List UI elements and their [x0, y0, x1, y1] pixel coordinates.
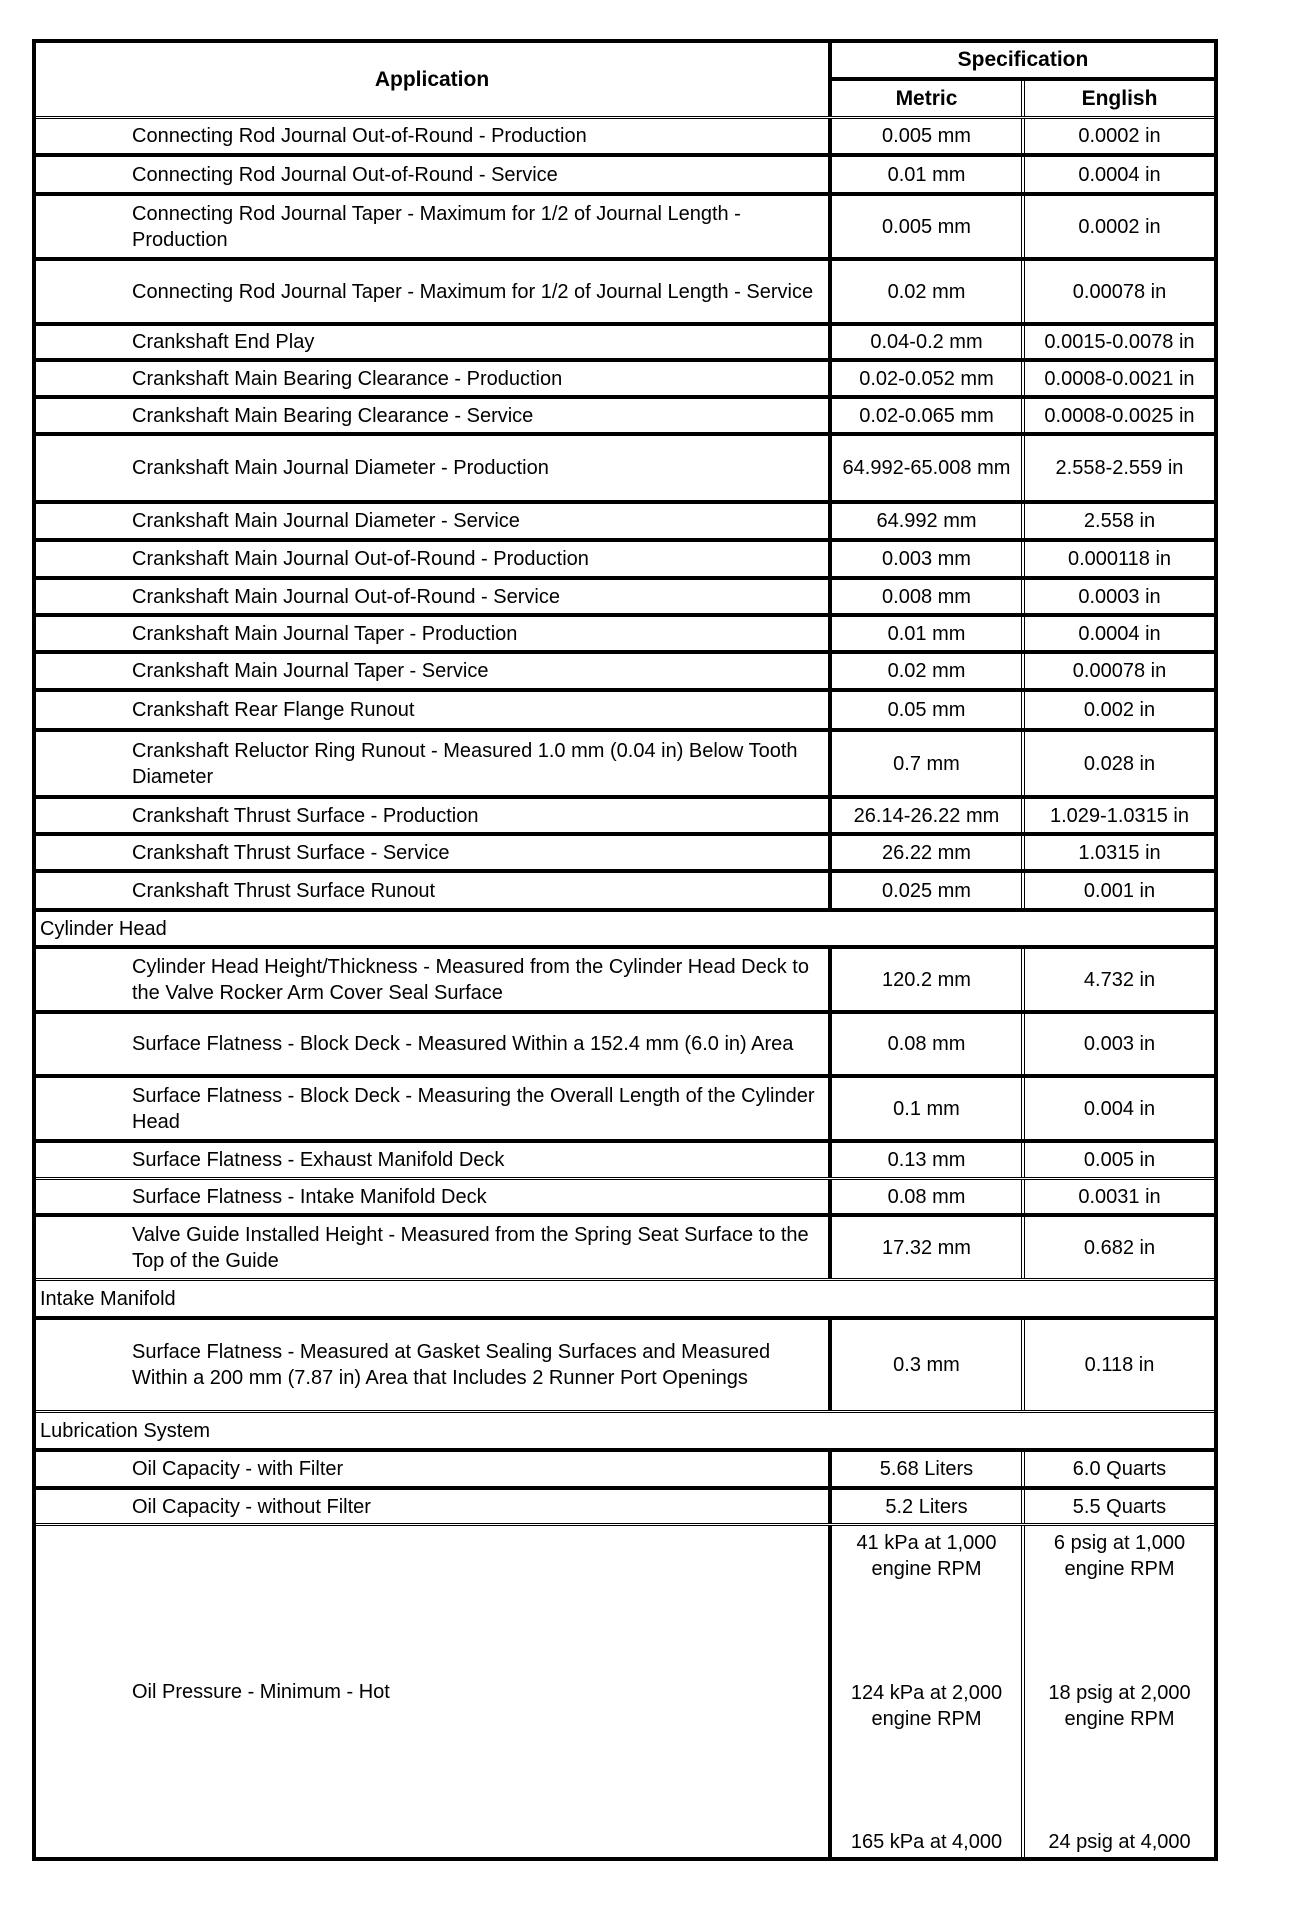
- metric-cell: 0.005 mm: [832, 196, 1025, 257]
- english-cell: 0.005 in: [1083, 1149, 1156, 1171]
- metric-cell: 0.7 mm: [832, 732, 1025, 795]
- english-cell: 4.732 in: [1083, 968, 1156, 991]
- table-row: [36, 688, 1214, 728]
- metric-cell: 0.02-0.052 mm: [832, 362, 1025, 395]
- metric-cell: 0.13 mm: [832, 1143, 1025, 1177]
- table-row: [36, 1316, 1214, 1410]
- english-cell: 0.682 in: [1083, 1236, 1156, 1259]
- section-title: Lubrication System: [40, 1419, 211, 1442]
- table-row: [36, 358, 1214, 395]
- metric-cell: 26.22 mm: [832, 836, 1025, 869]
- metric-cell: 64.992 mm: [832, 504, 1025, 538]
- application-cell: Surface Flatness - Measured at Gasket Sealing Surfaces and Measured Within a 200 mm (7.87 in) Area that Includes 2 Runner Port Openings: [36, 1320, 832, 1410]
- table-row: [36, 192, 1214, 257]
- application-cell: Crankshaft End Play: [36, 326, 832, 358]
- table-row: [36, 1139, 1214, 1177]
- english-cell: 0.003 in: [1083, 1033, 1156, 1055]
- table-row: [36, 500, 1214, 538]
- english-cell: 0.0003 in: [1078, 585, 1161, 608]
- application-cell: Crankshaft Main Bearing Clearance - Production: [36, 362, 832, 395]
- section-title: Cylinder Head: [40, 917, 167, 940]
- metric-cell: 0.02 mm: [832, 261, 1025, 322]
- application-cell: Crankshaft Main Bearing Clearance - Service: [36, 399, 832, 432]
- metric-value-1000rpm: 41 kPa at 1,000 engine RPM: [856, 1532, 997, 1580]
- metric-cell: 0.008 mm: [832, 580, 1025, 613]
- english-cell: 0.0004 in: [1078, 622, 1161, 645]
- table-row: [36, 1177, 1214, 1213]
- metric-cell: 120.2 mm: [832, 949, 1025, 1010]
- metric-cell: 0.01 mm: [832, 157, 1025, 192]
- metric-value-2000rpm: 124 kPa at 2,000 engine RPM: [850, 1681, 1003, 1730]
- application-cell: Crankshaft Main Journal Diameter - Service: [36, 504, 832, 538]
- application-cell: Crankshaft Main Journal Out-of-Round - Production: [36, 542, 832, 576]
- specification-table: [32, 39, 1218, 1861]
- metric-cell: 0.08 mm: [832, 1180, 1025, 1213]
- application-cell: Crankshaft Thrust Surface - Service: [36, 836, 832, 869]
- application-cell: Crankshaft Thrust Surface Runout: [36, 873, 832, 908]
- table-header: [36, 43, 1214, 116]
- application-cell: Crankshaft Main Journal Diameter - Production: [36, 436, 832, 500]
- english-cell: 0.0015-0.0078 in: [1044, 331, 1195, 353]
- table-row: [36, 395, 1214, 432]
- metric-cell: 0.05 mm: [832, 692, 1025, 728]
- application-cell: Crankshaft Rear Flange Runout: [36, 692, 832, 728]
- english-cell: 0.0004 in: [1078, 163, 1161, 186]
- metric-cell: 0.02 mm: [832, 654, 1025, 688]
- english-cell: 2.558 in: [1083, 510, 1156, 532]
- metric-cell: 5.68 Liters: [832, 1452, 1025, 1486]
- metric-cell: 64.992-65.008 mm: [832, 436, 1025, 500]
- table-row: [36, 650, 1214, 688]
- english-cell: 0.004 in: [1083, 1097, 1156, 1120]
- metric-cell: 0.04-0.2 mm: [832, 326, 1025, 358]
- table-row: [36, 576, 1214, 613]
- english-cell: 6.0 Quarts: [1072, 1458, 1167, 1480]
- application-cell: Cylinder Head Height/Thickness - Measured from the Cylinder Head Deck to the Valve Rocker Arm Cover Seal Surface: [36, 949, 832, 1010]
- english-cell: 0.0002 in: [1078, 215, 1161, 238]
- english-cell: 0.002 in: [1083, 699, 1156, 721]
- header-specification: Specification: [832, 43, 1214, 81]
- table-row: [36, 153, 1214, 192]
- section-header-cylinder-head: [36, 908, 1214, 945]
- header-metric: Metric: [832, 81, 1025, 116]
- application-cell: Surface Flatness - Block Deck - Measured Within a 152.4 mm (6.0 in) Area: [36, 1014, 832, 1074]
- english-cell: 0.00078 in: [1072, 660, 1167, 682]
- metric-cell: 0.025 mm: [832, 873, 1025, 908]
- english-cell: 0.0008-0.0025 in: [1044, 404, 1195, 427]
- application-cell: Surface Flatness - Exhaust Manifold Deck: [36, 1143, 832, 1177]
- application-cell: Connecting Rod Journal Out-of-Round - Service: [36, 157, 832, 192]
- application-cell: Connecting Rod Journal Out-of-Round - Production: [36, 119, 832, 153]
- english-cell: 1.029-1.0315 in: [1049, 804, 1189, 827]
- section-header-lubrication-system: [36, 1410, 1214, 1448]
- table-row: [36, 728, 1214, 795]
- header-english: English: [1081, 86, 1158, 110]
- section-header-intake-manifold: [36, 1278, 1214, 1316]
- english-cell: 0.0002 in: [1078, 125, 1161, 147]
- metric-cell: 26.14-26.22 mm: [832, 799, 1025, 832]
- application-cell: Crankshaft Main Journal Taper - Production: [36, 617, 832, 650]
- metric-cell: 0.005 mm: [832, 119, 1025, 153]
- metric-cell: 0.08 mm: [832, 1014, 1025, 1074]
- table-row: [36, 322, 1214, 358]
- english-value-4000rpm: 24 psig at 4,000: [1048, 1831, 1191, 1853]
- application-cell: Crankshaft Thrust Surface - Production: [36, 799, 832, 832]
- table-row: [36, 432, 1214, 500]
- section-title: Intake Manifold: [40, 1287, 176, 1310]
- english-cell: 0.000118 in: [1067, 548, 1172, 570]
- english-cell: 0.00078 in: [1072, 280, 1167, 303]
- application-cell: Crankshaft Main Journal Taper - Service: [36, 654, 832, 688]
- table-row: [36, 613, 1214, 650]
- table-row: [36, 538, 1214, 576]
- application-cell: Connecting Rod Journal Taper - Maximum for 1/2 of Journal Length - Service: [36, 261, 832, 322]
- english-cell: [1025, 1526, 1214, 1857]
- table-row: [36, 832, 1214, 869]
- table-row: [36, 257, 1214, 322]
- table-row: [36, 795, 1214, 832]
- application-cell: Valve Guide Installed Height - Measured from the Spring Seat Surface to the Top of the Guide: [36, 1217, 832, 1278]
- application-cell: Surface Flatness - Block Deck - Measuring the Overall Length of the Cylinder Head: [36, 1078, 832, 1139]
- application-cell: Oil Capacity - without Filter: [36, 1490, 832, 1523]
- english-cell: 2.558-2.559 in: [1055, 457, 1184, 479]
- metric-cell: 0.01 mm: [832, 617, 1025, 650]
- metric-value-4000rpm: 165 kPa at 4,000: [850, 1831, 1003, 1853]
- application-cell: Oil Pressure - Minimum - Hot: [36, 1526, 832, 1857]
- english-cell: 1.0315 in: [1078, 841, 1161, 864]
- application-cell: Crankshaft Main Journal Out-of-Round - Service: [36, 580, 832, 613]
- english-cell: 0.028 in: [1083, 752, 1156, 775]
- english-cell: 5.5 Quarts: [1072, 1495, 1167, 1518]
- english-cell: 0.118 in: [1084, 1354, 1155, 1376]
- header-application: Application: [36, 43, 832, 116]
- metric-cell: 0.1 mm: [832, 1078, 1025, 1139]
- table-row: [36, 1213, 1214, 1278]
- table-row-oil-pressure: [36, 1523, 1214, 1857]
- table-row: [36, 1074, 1214, 1139]
- metric-cell: [832, 1526, 1025, 1857]
- english-cell: 0.001 in: [1083, 879, 1156, 902]
- table-row: [36, 945, 1214, 1010]
- application-cell: Surface Flatness - Intake Manifold Deck: [36, 1180, 832, 1213]
- metric-cell: 17.32 mm: [832, 1217, 1025, 1278]
- table-row: [36, 1448, 1214, 1486]
- english-cell: 0.0031 in: [1078, 1185, 1161, 1208]
- application-cell: Connecting Rod Journal Taper - Maximum for 1/2 of Journal Length - Production: [36, 196, 832, 257]
- table-row: [36, 1010, 1214, 1074]
- application-cell: Crankshaft Reluctor Ring Runout - Measured 1.0 mm (0.04 in) Below Tooth Diameter: [36, 732, 832, 795]
- metric-cell: 0.3 mm: [832, 1320, 1025, 1410]
- metric-cell: 0.02-0.065 mm: [832, 399, 1025, 432]
- table-row: [36, 869, 1214, 908]
- metric-cell: 0.003 mm: [832, 542, 1025, 576]
- english-value-1000rpm: 6 psig at 1,000 engine RPM: [1053, 1532, 1186, 1580]
- table-row: [36, 116, 1214, 153]
- english-cell: 0.0008-0.0021 in: [1044, 367, 1195, 390]
- table-row: [36, 1486, 1214, 1523]
- metric-cell: 5.2 Liters: [832, 1490, 1025, 1523]
- application-cell: Oil Capacity - with Filter: [36, 1452, 832, 1486]
- english-value-2000rpm: 18 psig at 2,000 engine RPM: [1048, 1681, 1191, 1730]
